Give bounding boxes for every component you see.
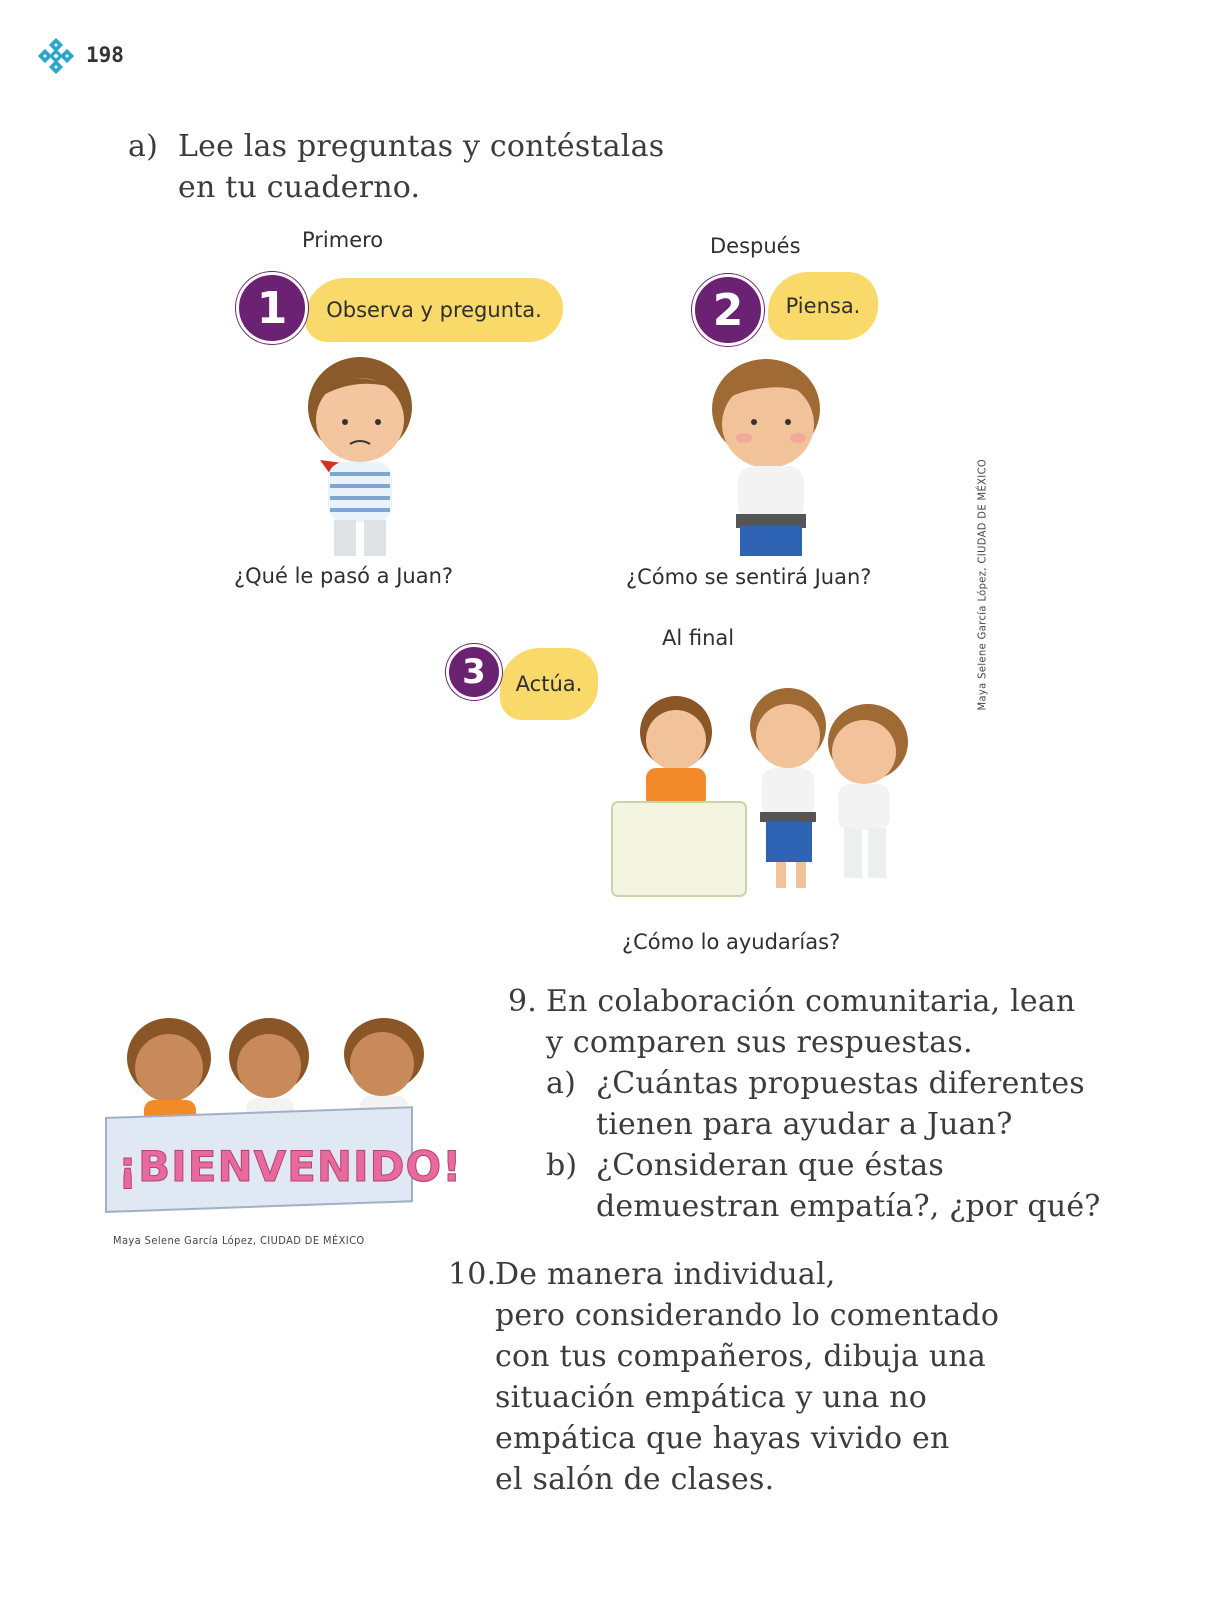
- step-2-bubble: [768, 272, 878, 340]
- item-9a-line-1: ¿Cuántas propuestas diferentes: [596, 1066, 1085, 1101]
- intro-marker: a): [128, 129, 158, 164]
- item-9-line-1: En colaboración comunitaria, lean: [546, 984, 1076, 1019]
- step-2-bubble-text: Piensa.: [785, 294, 861, 318]
- page-number: 198: [86, 43, 124, 67]
- step-2-number-badge: 2: [692, 274, 764, 346]
- step-3-number-badge: 3: [446, 644, 502, 700]
- step-1-bubble: [305, 278, 563, 342]
- step-2-heading: Después: [710, 234, 801, 258]
- step-3-heading: Al final: [662, 626, 735, 650]
- thinking-boy-illustration: [696, 354, 836, 559]
- item-10-line-6: el salón de clases.: [495, 1462, 775, 1497]
- intro-line-2: en tu cuaderno.: [178, 170, 421, 205]
- item-9-number: 9.: [508, 984, 538, 1019]
- step-1-heading: Primero: [302, 228, 384, 252]
- item-10-line-4: situación empática y una no: [495, 1380, 928, 1415]
- banner-credit: Maya Selene García López, CIUDAD DE MÉXICO: [113, 1234, 365, 1247]
- item-9a-marker: a): [546, 1066, 576, 1101]
- step-1-number-badge: 1: [236, 272, 308, 344]
- sad-boy-illustration: [290, 352, 430, 557]
- item-10-number: 10.: [448, 1257, 497, 1292]
- intro-line-1: Lee las preguntas y contéstalas: [178, 129, 665, 164]
- snowflake-emblem-icon: [38, 38, 74, 74]
- item-10-line-5: empática que hayas vivido en: [495, 1421, 950, 1456]
- step-2-question: ¿Cómo se sentirá Juan?: [626, 565, 872, 589]
- children-helping-illustration: [606, 684, 926, 904]
- item-9b-line-1: ¿Consideran que éstas: [596, 1148, 944, 1183]
- item-9-line-2: y comparen sus respuestas.: [546, 1025, 973, 1060]
- step-3-question: ¿Cómo lo ayudarías?: [622, 930, 841, 954]
- item-10-line-2: pero considerando lo comentado: [495, 1298, 1000, 1333]
- item-10-line-3: con tus compañeros, dibuja una: [495, 1339, 986, 1374]
- page-header: [38, 38, 158, 74]
- item-9a-line-2: tienen para ayudar a Juan?: [596, 1107, 1013, 1142]
- illustration-credit-vertical: Maya Selene García López, CIUDAD DE MÉXICO: [975, 458, 989, 711]
- item-9b-line-2: demuestran empatía?, ¿por qué?: [596, 1189, 1101, 1224]
- step-3-bubble-text: Actúa.: [515, 672, 583, 696]
- step-1-bubble-text: Observa y pregunta.: [326, 298, 542, 322]
- welcome-banner-text: ¡BIENVENIDO!: [118, 1142, 463, 1191]
- item-10-line-1: De manera individual,: [495, 1257, 836, 1292]
- step-3-bubble: [500, 648, 598, 720]
- step-1-question: ¿Qué le pasó a Juan?: [234, 564, 454, 588]
- item-9b-marker: b): [546, 1148, 578, 1183]
